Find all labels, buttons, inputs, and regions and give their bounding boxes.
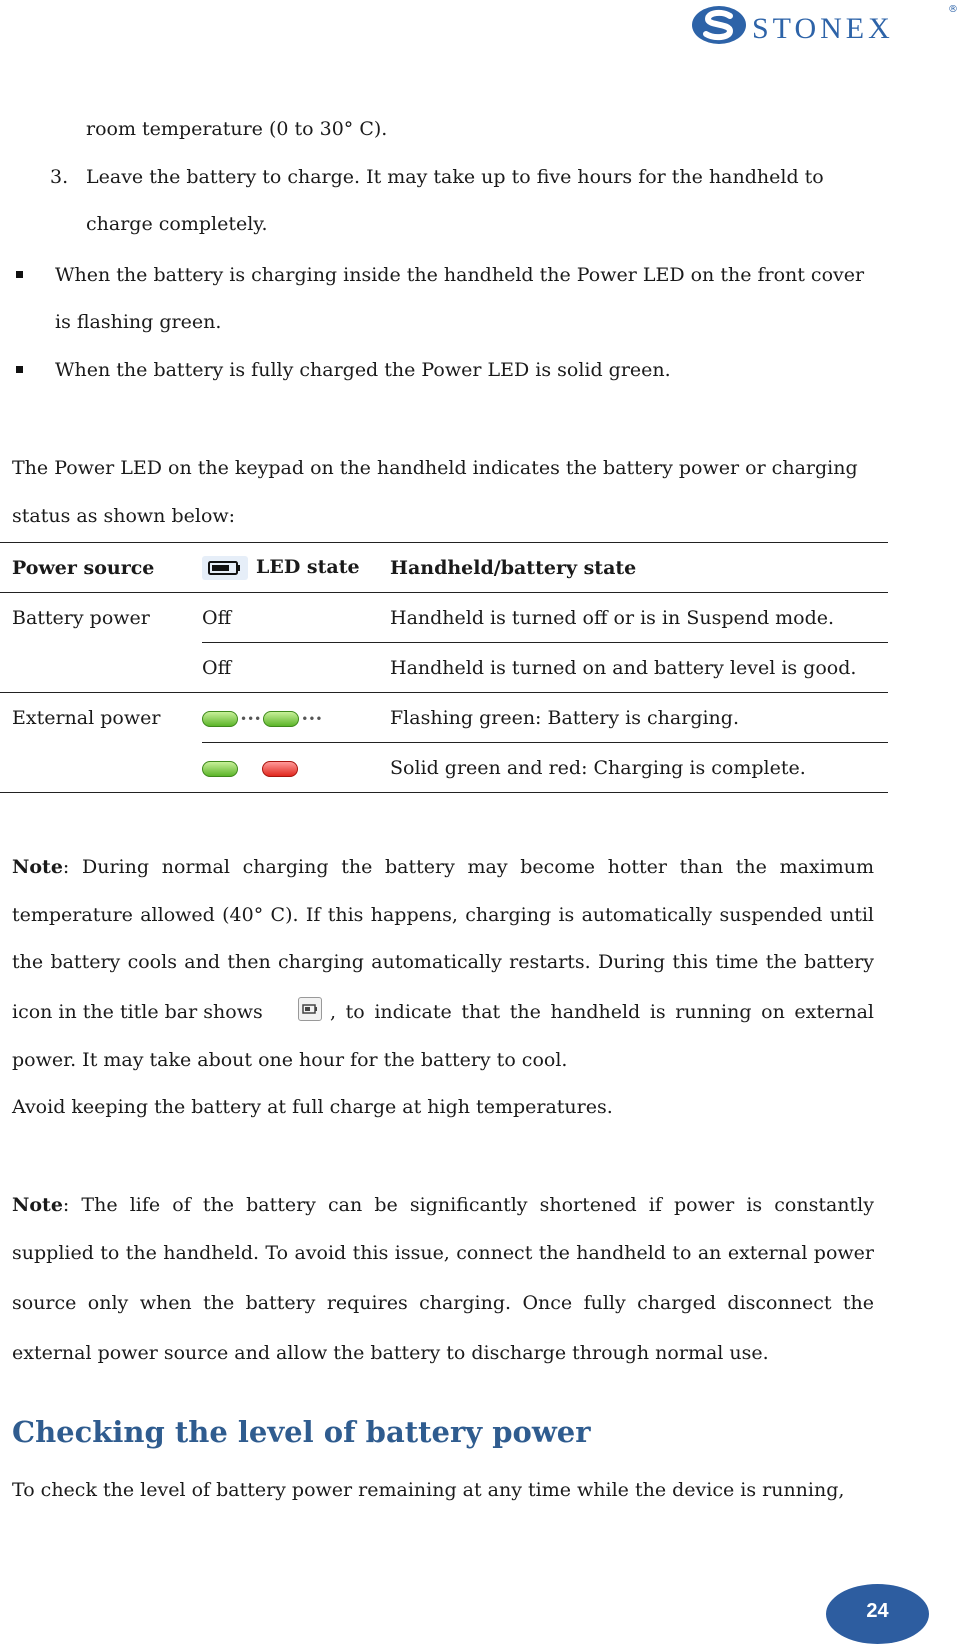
header-power-source: Power source xyxy=(0,543,202,593)
step3-line1: Leave the battery to charge. It may take up to five hours for the handheld to xyxy=(86,166,824,188)
page-number-badge xyxy=(826,1584,929,1644)
green-led-icon xyxy=(202,711,238,727)
note1-line5: power. It may take about one hour for the battery to cool. xyxy=(12,1049,568,1071)
battery-icon xyxy=(202,556,248,580)
stonex-logo-icon xyxy=(690,4,748,46)
red-led-icon xyxy=(262,761,298,777)
cell-power-source xyxy=(0,743,202,793)
green-led-icon xyxy=(263,711,299,727)
section-heading: Checking the level of battery power xyxy=(12,1415,591,1449)
flashing-dots-icon: ••• xyxy=(240,711,262,726)
step-number: 3. xyxy=(50,166,69,188)
note-label: Note xyxy=(12,856,63,878)
note2-line1 xyxy=(12,1193,874,1217)
cell-power-source: Battery power xyxy=(0,593,202,643)
table-row xyxy=(0,643,888,693)
note1-line4b: , to indicate that the handheld is running on external xyxy=(330,1001,874,1023)
led-status-table xyxy=(0,542,888,793)
header-handheld-state: Handheld/battery state xyxy=(390,543,888,593)
step3-line2: charge completely. xyxy=(86,213,268,235)
table-row xyxy=(0,693,888,743)
note1-line6: Avoid keeping the battery at full charge at high temperatures. xyxy=(12,1096,613,1118)
cell-led-state: Off xyxy=(202,593,390,643)
cell-power-source xyxy=(0,643,202,693)
flashing-dots-icon: ••• xyxy=(301,711,323,726)
note1-line1 xyxy=(12,855,874,879)
solid-green-red-led-icon xyxy=(202,743,390,793)
cell-handheld-state: Flashing green: Battery is charging. xyxy=(390,693,888,743)
cell-handheld-state: Handheld is turned on and battery level is good. xyxy=(390,643,888,693)
external-power-battery-icon xyxy=(298,997,322,1021)
bullet1-line1: When the battery is charging inside the handheld the Power LED on the front cover xyxy=(55,264,865,286)
bullet1-line2: is flashing green. xyxy=(55,311,222,333)
led-state-label: LED state xyxy=(256,555,360,578)
green-led-icon xyxy=(202,761,238,777)
note2-line2: supplied to the handheld. To avoid this issue, connect the handheld to an external power xyxy=(12,1242,874,1264)
note2-line4: external power source and allow the battery to discharge through normal use. xyxy=(12,1342,769,1364)
table-header-row xyxy=(0,543,888,593)
note1-line4a: icon in the title bar shows xyxy=(12,1001,263,1023)
note1-line2: temperature allowed (40° C). If this happens, charging is automatically suspended until xyxy=(12,904,874,926)
cell-power-source: External power xyxy=(0,693,202,743)
intro-line1: The Power LED on the keypad on the handheld indicates the battery power or charging xyxy=(12,457,858,479)
bullet-marker xyxy=(16,271,23,278)
cell-led-state: Off xyxy=(202,643,390,693)
stonex-logo xyxy=(690,4,958,46)
cell-handheld-state: Handheld is turned off or is in Suspend mode. xyxy=(390,593,888,643)
table-row xyxy=(0,743,888,793)
page-number: 24 xyxy=(866,1600,889,1622)
table-row xyxy=(0,593,888,643)
bullet-marker xyxy=(16,366,23,373)
registered-mark: ® xyxy=(948,4,958,15)
flashing-green-led-icon xyxy=(202,693,390,743)
header-led-state xyxy=(202,543,390,593)
note-label: Note xyxy=(12,1194,63,1216)
bullet2-text: When the battery is fully charged the Power LED is solid green. xyxy=(55,359,671,381)
room-temperature-line: room temperature (0 to 30° C). xyxy=(86,118,388,140)
note2-line1-text: : The life of the battery can be significantly shortened if power is constantly xyxy=(62,1194,874,1216)
note1-line1-text: : During normal charging the battery may become hotter than the maximum xyxy=(62,856,874,878)
note2-line3: source only when the battery requires charging. Once fully charged disconnect the xyxy=(12,1292,874,1314)
intro-line2: status as shown below: xyxy=(12,505,236,527)
logo-text: STONEX xyxy=(752,12,894,45)
section-line1: To check the level of battery power remaining at any time while the device is running, xyxy=(12,1479,845,1501)
cell-handheld-state: Solid green and red: Charging is complete. xyxy=(390,743,888,793)
note1-line3: the battery cools and then charging automatically restarts. During this time the battery xyxy=(12,951,874,973)
